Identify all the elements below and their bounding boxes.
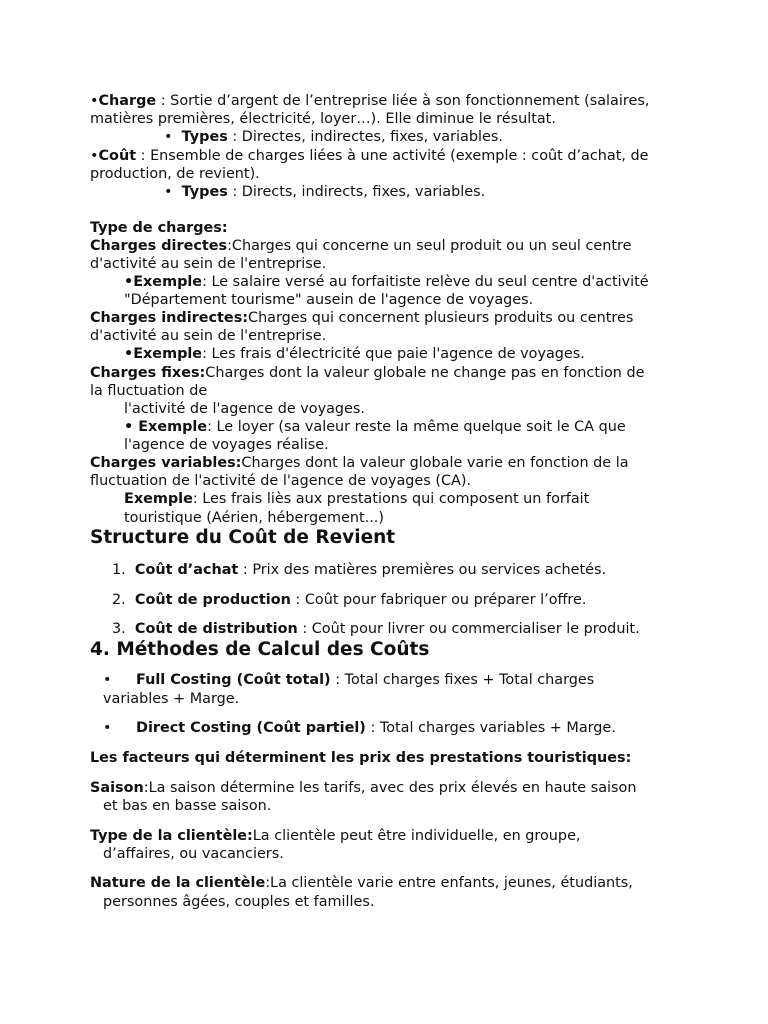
charges-fixes-line1: Charges fixes:Charges dont la valeur globale ne change pas en fonction de	[90, 365, 645, 381]
charges-variables-example-line2: touristique (Aérien, hébergement...)	[124, 510, 384, 526]
charge-text: : Sortie d’argent de l’entreprise liée à son fonctionnement (salaires,	[156, 93, 650, 109]
charges-fixes-term: Charges fixes:	[90, 365, 206, 381]
example-term: • Exemple	[124, 419, 208, 435]
nature-clientele-line1: Nature de la clientèle:La clientèle varie entre enfants, jeunes, étudiants,	[90, 875, 633, 891]
bullet: •	[90, 148, 99, 164]
full-costing-term: Full Costing (Coût total)	[136, 672, 331, 688]
full-costing-line1: Full Costing (Coût total) : Total charges fixes + Total charges	[136, 672, 595, 688]
structure-heading: Structure du Coût de Revient	[90, 527, 396, 548]
charges-indirectes-line1: Charges indirectes:Charges qui concernent plusieurs produits ou centres	[90, 310, 634, 326]
full-costing-bullet: •	[103, 672, 112, 688]
saison-line2: et bas en basse saison.	[103, 798, 272, 814]
bullet: •	[164, 184, 173, 200]
types-term: Types	[181, 184, 228, 200]
full-costing-line2: variables + Marge.	[103, 691, 240, 707]
example-term: •Exemple	[124, 346, 203, 362]
item-number: 1.	[112, 562, 126, 578]
charges-indirectes-term: Charges indirectes:	[90, 310, 249, 326]
charges-directes-term: Charges directes	[90, 238, 228, 254]
cout-definition-line1	[90, 147, 649, 165]
charges-variables-example-line1: Exemple: Les frais liès aux prestations qui composent un forfait	[124, 491, 590, 507]
type-clientele-term: Type de la clientèle:	[90, 828, 253, 844]
charges-fixes-example-line2: l'agence de voyages réalise.	[124, 437, 329, 453]
charges-fixes-line2: la fluctuation de	[90, 383, 208, 399]
cout-types-item	[164, 183, 485, 201]
item-number: 2.	[112, 592, 126, 608]
charges-variables-line1: Charges variables:Charges dont la valeur globale varie en fonction de la	[90, 455, 629, 471]
types-term: Types	[181, 129, 228, 145]
charges-directes-example-line1: •Exemple: Le salaire versé au forfaitiste relève du seul centre d'activité	[124, 274, 649, 290]
cout-definition-line2: production, de revient).	[90, 166, 260, 182]
item-term: Coût de distribution	[134, 621, 298, 637]
charges-directes-line1: Charges directes:Charges qui concerne un seul produit ou un seul centre	[90, 238, 632, 254]
direct-costing-bullet: •	[103, 720, 112, 736]
charge-definition-line2: matières premières, électricité, loyer…). Elle diminue le résultat.	[90, 111, 556, 127]
charge-types-item	[164, 128, 503, 146]
item-term: Coût de production	[134, 592, 291, 608]
bullet: •	[164, 129, 173, 145]
type-clientele-line2: d’affaires, ou vacanciers.	[103, 846, 284, 862]
structure-item-1: 1. Coût d’achat : Prix des matières premières ou services achetés.	[112, 562, 607, 578]
cout-term: Coût	[98, 148, 137, 164]
charges-indirectes-line2: d'activité au sein de l'entreprise.	[90, 328, 327, 344]
charges-variables-term: Charges variables:	[90, 455, 242, 471]
types-text: : Directs, indirects, fixes, variables.	[227, 184, 486, 200]
example-term: Exemple	[124, 491, 193, 507]
facteurs-heading: Les facteurs qui déterminent les prix des prestations touristiques:	[90, 750, 632, 766]
charges-fixes-line3: l'activité de l'agence de voyages.	[124, 401, 365, 417]
types-text: : Directes, indirectes, fixes, variables.	[227, 129, 503, 145]
direct-costing-line: Direct Costing (Coût partiel) : Total charges variables + Marge.	[136, 720, 616, 736]
type-charges-heading: Type de charges:	[90, 220, 228, 236]
charges-variables-line2: fluctuation de l'activité de l'agence de voyages (CA).	[90, 473, 472, 489]
cout-text: : Ensemble de charges liées à une activité (exemple : coût d’achat, de	[136, 148, 649, 164]
charges-indirectes-example: •Exemple: Les frais d'électricité que paie l'agence de voyages.	[124, 346, 585, 362]
charges-directes-line2: d'activité au sein de l'entreprise.	[90, 256, 327, 272]
structure-item-2: 2. Coût de production : Coût pour fabriquer ou préparer l’offre.	[112, 592, 587, 608]
charges-fixes-example-line1: • Exemple: Le loyer (sa valeur reste la même quelque soit le CA que	[124, 419, 626, 435]
charge-definition-line1	[90, 92, 649, 110]
nature-clientele-term: Nature de la clientèle	[90, 875, 266, 891]
item-term: Coût d’achat	[134, 562, 239, 578]
charges-directes-example-line2: "Département tourisme" ausein de l'agence de voyages.	[124, 292, 534, 308]
direct-costing-term: Direct Costing (Coût partiel)	[136, 720, 366, 736]
type-clientele-line1: Type de la clientèle:La clientèle peut être individuelle, en groupe,	[90, 828, 581, 844]
saison-line1: Saison:La saison détermine les tarifs, avec des prix élevés en haute saison	[90, 780, 637, 796]
example-term: •Exemple	[124, 274, 203, 290]
saison-term: Saison	[90, 780, 144, 796]
nature-clientele-line2: personnes âgées, couples et familles.	[103, 894, 375, 910]
methodes-heading: 4. Méthodes de Calcul des Coûts	[90, 639, 430, 660]
item-number: 3.	[112, 621, 126, 637]
charge-term: Charge	[98, 93, 157, 109]
bullet: •	[90, 93, 99, 109]
structure-item-3: 3. Coût de distribution : Coût pour livrer ou commercialiser le produit.	[112, 621, 640, 637]
